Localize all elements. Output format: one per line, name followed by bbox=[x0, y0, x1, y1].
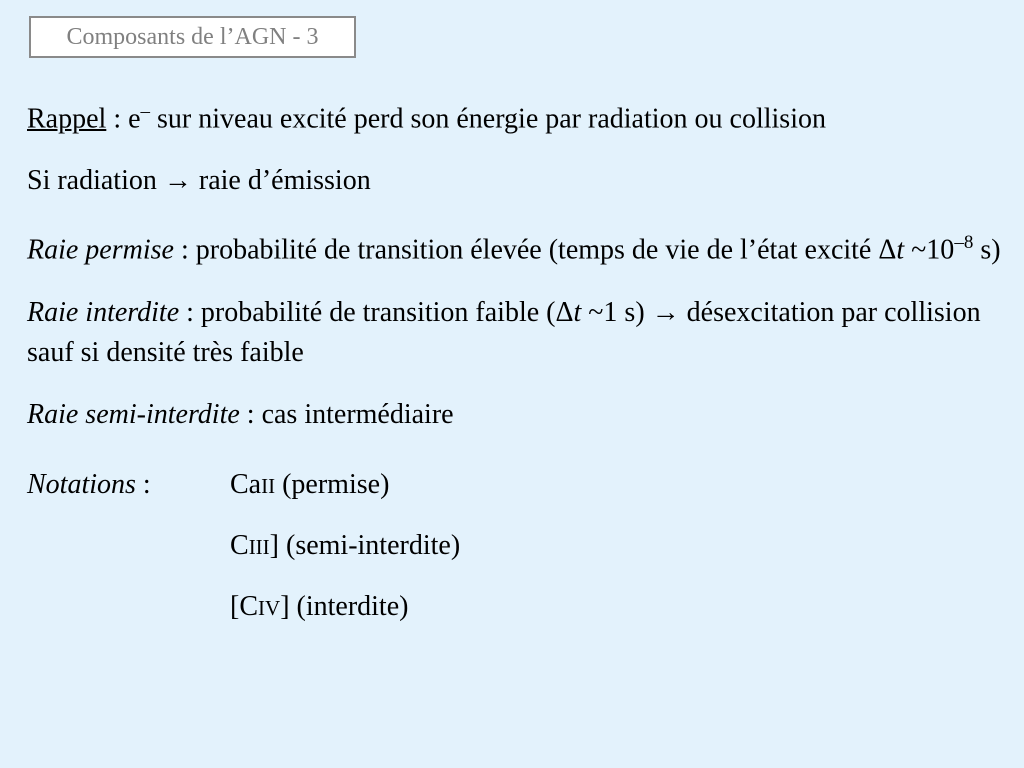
rappel-separator: : bbox=[106, 103, 129, 135]
semi-paragraph bbox=[27, 395, 1017, 435]
delta-symbol: Δ bbox=[555, 296, 574, 328]
notation-suffix: ] (interdite) bbox=[280, 590, 409, 622]
notation-item bbox=[230, 465, 389, 506]
semi-text: : cas intermédiaire bbox=[239, 398, 454, 430]
permise-unit: s) bbox=[973, 234, 1001, 266]
time-symbol: t bbox=[896, 234, 905, 266]
rappel-label: Rappel bbox=[27, 103, 107, 135]
rappel-text: sur niveau excité perd son énergie par radiation ou collision bbox=[150, 103, 826, 135]
interdite-paragraph bbox=[27, 293, 1017, 373]
electron-symbol: e bbox=[128, 103, 141, 135]
radiation-line: Si radiation → raie d’émission bbox=[27, 165, 371, 197]
interdite-term: Raie interdite bbox=[27, 296, 180, 328]
notation-ion: IV bbox=[258, 595, 281, 620]
interdite-text-2: ~1 s) → désexcitation par collision sauf si densité très faible bbox=[27, 296, 981, 368]
notation-element: Ca bbox=[230, 468, 262, 500]
rappel-paragraph bbox=[27, 92, 1017, 139]
notation-suffix: ] (semi-interdite) bbox=[269, 529, 461, 561]
notations-separator: : bbox=[135, 468, 151, 500]
notation-element: C bbox=[239, 590, 259, 622]
notations-term: Notations bbox=[27, 468, 136, 500]
permise-term: Raie permise bbox=[27, 234, 174, 266]
notation-item bbox=[230, 526, 460, 567]
slide-body bbox=[27, 92, 1017, 645]
notations-block bbox=[27, 465, 1017, 645]
permise-exponent: –8 bbox=[954, 232, 974, 254]
notation-suffix: (permise) bbox=[275, 468, 390, 500]
notations-label bbox=[27, 465, 151, 505]
delta-symbol: Δ bbox=[878, 234, 897, 266]
notation-prefix: [ bbox=[230, 590, 240, 622]
permise-text: : probabilité de transition élevée (temps de vie de l’état excité bbox=[173, 234, 879, 266]
time-symbol: t bbox=[573, 296, 582, 328]
permise-paragraph bbox=[27, 223, 1017, 270]
notation-element: C bbox=[230, 529, 249, 561]
semi-term: Raie semi-interdite bbox=[27, 398, 240, 430]
slide-title: Composants de l’AGN - 3 bbox=[29, 16, 356, 58]
interdite-text-1: : probabilité de transition faible ( bbox=[179, 296, 556, 328]
electron-charge: – bbox=[140, 101, 151, 122]
notation-ion: II bbox=[261, 473, 276, 498]
notation-ion: III bbox=[248, 534, 270, 559]
permise-approx: ~10 bbox=[904, 234, 955, 266]
notation-item bbox=[230, 587, 408, 628]
